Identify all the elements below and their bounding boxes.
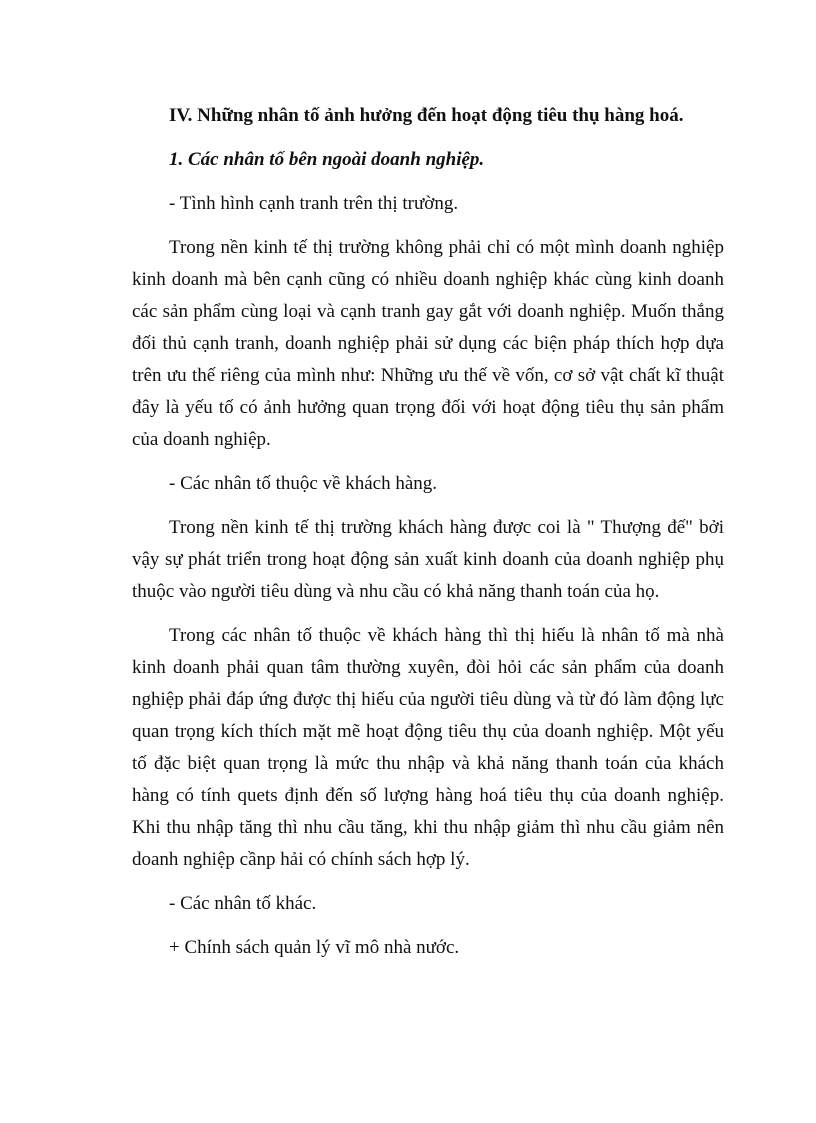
document-body bbox=[132, 100, 724, 976]
paragraph-customers: Trong nền kinh tế thị trường khách hàng được coi là " Thượng đế" bởi vậy sự phát triển trong hoạt động sản xuất kinh doanh của doanh nghiệp phụ thuộc vào người tiêu dùng và nhu cầu có khả năng thanh toán của họ. bbox=[132, 517, 724, 602]
bullet-competition: - Tình hình cạnh tranh trên thị trường. bbox=[169, 193, 459, 214]
subsection-heading: 1. Các nhân tố bên ngoài doanh nghiệp. bbox=[169, 149, 485, 170]
paragraph-customer-taste: Trong các nhân tố thuộc về khách hàng thì thị hiếu là nhân tố mà nhà kinh doanh phải quan tâm thường xuyên, đòi hỏi các sản phẩm của doanh nghiệp phải đáp ứng được thị hiếu của người tiêu dùng và từ đó làm động lực quan trọng kích thích mặt mẽ hoạt động tiêu thụ của doanh nghiệp. Một yếu tố đặc biệt quan trọng là mức thu nhập và khả năng thanh toán của khách hàng có tính quets định đến số lượng hàng hoá tiêu thụ của doanh nghiệp. Khi thu nhập tăng thì nhu cầu tăng, khi thu nhập giảm thì nhu cầu giảm nên doanh nghiệp cầnp hải có chính sách hợp lý. bbox=[132, 625, 724, 870]
section-heading: IV. Những nhân tố ảnh hưởng đến hoạt động tiêu thụ hàng hoá. bbox=[169, 105, 684, 126]
bullet-macro-policy: + Chính sách quản lý vĩ mô nhà nước. bbox=[169, 937, 460, 958]
bullet-customers: - Các nhân tố thuộc về khách hàng. bbox=[169, 473, 438, 494]
paragraph-competition: Trong nền kinh tế thị trường không phải chỉ có một mình doanh nghiệp kinh doanh mà bên cạnh cũng có nhiều doanh nghiệp khác cùng kinh doanh các sản phẩm cùng loại và cạnh tranh gay gắt với doanh nghiệp. Muốn thắng đối thủ cạnh tranh, doanh nghiệp phải sử dụng các biện pháp thích hợp dựa trên ưu thế riêng của mình như: Những ưu thế về vốn, cơ sở vật chất kĩ thuật đây là yếu tố có ảnh hưởng quan trọng đối với hoạt động tiêu thụ sản phẩm của doanh nghiệp. bbox=[132, 237, 724, 450]
bullet-other-factors: - Các nhân tố khác. bbox=[169, 893, 317, 914]
